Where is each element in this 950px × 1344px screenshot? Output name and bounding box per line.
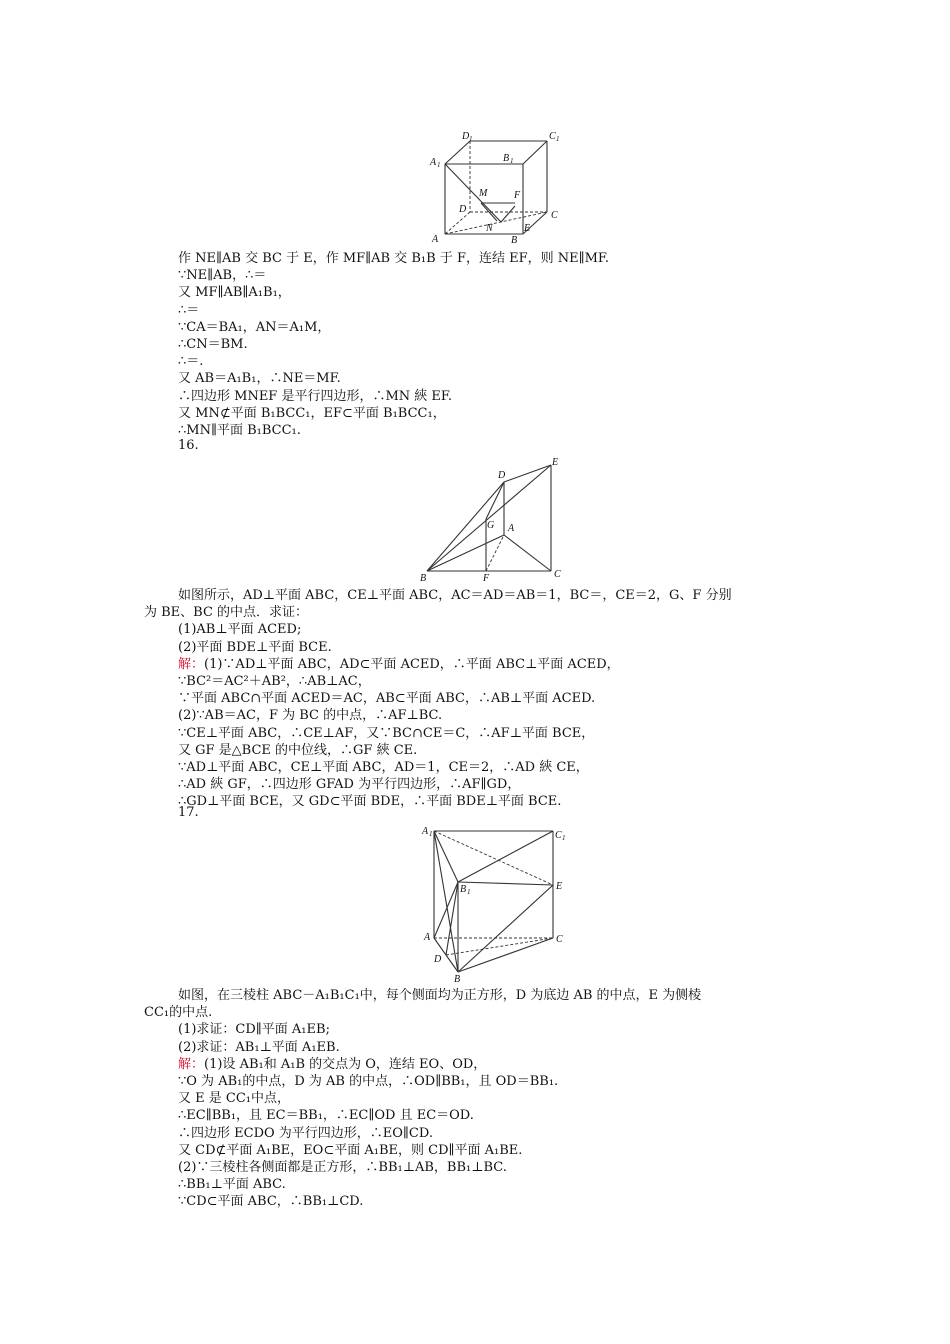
- figure-cube: [425, 128, 565, 246]
- fig1-label: A: [432, 234, 439, 245]
- fig1-label: B: [511, 235, 518, 246]
- fig3-label: A: [424, 932, 431, 943]
- text-line: (1)求证：CD∥平面 A₁EB;: [178, 1022, 330, 1038]
- fig1-label: C: [549, 131, 556, 142]
- fig2-label: D: [498, 470, 506, 481]
- text-line: ∴四边形 MNEF 是平行四边形，∴MN 綊 EF.: [178, 388, 453, 404]
- fig1-label: N: [486, 223, 493, 234]
- text-line: ∵CD⊂平面 ABC，∴BB₁⊥CD.: [178, 1194, 364, 1210]
- fig3-label: A: [422, 826, 429, 837]
- svg-text:1: 1: [429, 830, 433, 838]
- text-line: 为 BE、BC 的中点．求证：: [144, 605, 309, 621]
- text-line: 又 CD⊄平面 A₁BE，EO⊂平面 A₁BE，则 CD∥平面 A₁BE.: [178, 1142, 523, 1158]
- fig3-label: E: [556, 881, 563, 892]
- text-line: ∵BC²＝AC²＋AB²，∴AB⊥AC，: [178, 673, 371, 689]
- text-line: 又 GF 是△BCE 的中位线，∴GF 綊 CE.: [178, 742, 418, 758]
- text-line: ∴AD 綊 GF，∴四边形 GFAD 为平行四边形，∴AF∥GD，: [178, 777, 521, 793]
- fig1-label: D: [459, 204, 467, 215]
- fig2-label: E: [552, 457, 559, 468]
- text-line: ∴EC∥BB₁，且 EC＝BB₁，∴EC∥OD 且 EC＝OD.: [178, 1108, 474, 1124]
- text-line: ∴＝: [178, 302, 200, 318]
- svg-text:1: 1: [467, 888, 471, 896]
- svg-text:1: 1: [562, 834, 566, 842]
- solution-label: 解：: [178, 656, 205, 672]
- fig3-label: B: [454, 974, 461, 982]
- text-line: CC₁的中点.: [144, 1005, 213, 1021]
- svg-text:1: 1: [469, 135, 473, 143]
- text-line: (2)∵AB＝AC，F 为 BC 的中点，∴AF⊥BC.: [178, 708, 443, 724]
- solution-15: [178, 250, 838, 439]
- text-line: ∵平面 ABC∩平面 ACED＝AC，AB⊂平面 ABC，∴AB⊥平面 ACED.: [178, 691, 596, 707]
- fig2-label: F: [483, 573, 490, 584]
- fig2-label: B: [420, 573, 427, 584]
- text-line: ∴MN∥平面 B₁BCC₁.: [178, 422, 301, 438]
- fig1-label: M: [479, 188, 488, 199]
- fig3-label: D: [434, 954, 442, 965]
- fig2-label: G: [487, 520, 495, 531]
- problem-17: [144, 987, 858, 1210]
- problem-number-16: 16.: [178, 438, 199, 453]
- text-line: ∴四边形 ECDO 为平行四边形，∴EO∥CD.: [178, 1125, 433, 1141]
- fig1-label: A: [430, 157, 437, 168]
- text-line: 又 E 是 CC₁中点，: [178, 1091, 290, 1107]
- text-line: 解：(1)∵AD⊥平面 ABC，AD⊂平面 ACED，∴平面 ABC⊥平面 ACED，: [178, 656, 620, 672]
- text-line: (2)平面 BDE⊥平面 BCE.: [178, 639, 332, 655]
- text-line: ∴＝.: [178, 354, 204, 370]
- solution-label: 解：: [178, 1056, 205, 1072]
- figure-16: [418, 455, 570, 585]
- fig1-label: F: [514, 190, 521, 201]
- svg-text:1: 1: [437, 161, 441, 169]
- figure-17: [420, 822, 570, 982]
- text-line: 如图所示，AD⊥平面 ABC，CE⊥平面 ABC，AC＝AD＝AB＝1，BC＝，CE＝2，G、F 分别: [178, 588, 732, 603]
- fig3-label: C: [556, 934, 563, 945]
- svg-text:1: 1: [556, 135, 560, 143]
- text-line: (1)AB⊥平面 ACED;: [178, 622, 302, 638]
- text-line: ∵NE∥AB，∴＝: [178, 268, 267, 284]
- text-line: ∵CE⊥平面 ABC，∴CE⊥AF，又∵BC∩CE＝C，∴AF⊥平面 BCE，: [178, 725, 595, 741]
- fig1-label: B: [503, 153, 510, 164]
- text-line: ∵O 为 AB₁的中点，D 为 AB 的中点，∴OD∥BB₁，且 OD＝BB₁.: [178, 1073, 559, 1089]
- text-line: 又 AB＝A₁B₁，∴NE＝MF.: [178, 371, 341, 387]
- fig3-label: C: [555, 830, 562, 841]
- text-line: ∴CN＝BM.: [178, 336, 248, 352]
- problem-16: [144, 587, 858, 810]
- fig1-label: E: [524, 223, 531, 234]
- fig2-label: A: [508, 523, 515, 534]
- text-line: (2)求证：AB₁⊥平面 A₁EB.: [178, 1039, 340, 1055]
- text-line: 作 NE∥AB 交 BC 于 E，作 MF∥AB 交 B₁B 于 F，连结 EF，则 NE∥MF.: [178, 251, 610, 266]
- text-line: 又 MF∥AB∥A₁B₁，: [178, 285, 291, 301]
- text-line: ∵AD⊥平面 ABC，CE⊥平面 ABC，AD＝1，CE＝2，∴AD 綊 CE，: [178, 759, 589, 775]
- text-line: (2)∵三棱柱各侧面都是正方形，∴BB₁⊥AB，BB₁⊥BC.: [178, 1159, 507, 1175]
- fig2-label: C: [554, 569, 561, 580]
- text-line: ∴BB₁⊥平面 ABC.: [178, 1177, 286, 1193]
- text-line: 又 MN⊄平面 B₁BCC₁，EF⊂平面 B₁BCC₁，: [178, 405, 446, 421]
- fig3-label: B: [460, 884, 467, 895]
- fig1-label: C: [551, 210, 558, 221]
- fig1-label: D: [462, 131, 470, 142]
- text-line: ∵CA＝BA₁，AN＝A₁M，: [178, 319, 331, 335]
- text-line: 解：(1)设 AB₁和 A₁B 的交点为 O，连结 EO、OD，: [178, 1056, 487, 1072]
- problem-number-17: 17.: [178, 805, 199, 820]
- svg-text:1: 1: [510, 157, 514, 165]
- text-line: ∴GD⊥平面 BCE，又 GD⊂平面 BDE，∴平面 BDE⊥平面 BCE.: [178, 794, 562, 810]
- text-line: 如图，在三棱柱 ABC－A₁B₁C₁中，每个侧面均为正方形，D 为底边 AB 的中点，E 为侧棱: [178, 988, 702, 1003]
